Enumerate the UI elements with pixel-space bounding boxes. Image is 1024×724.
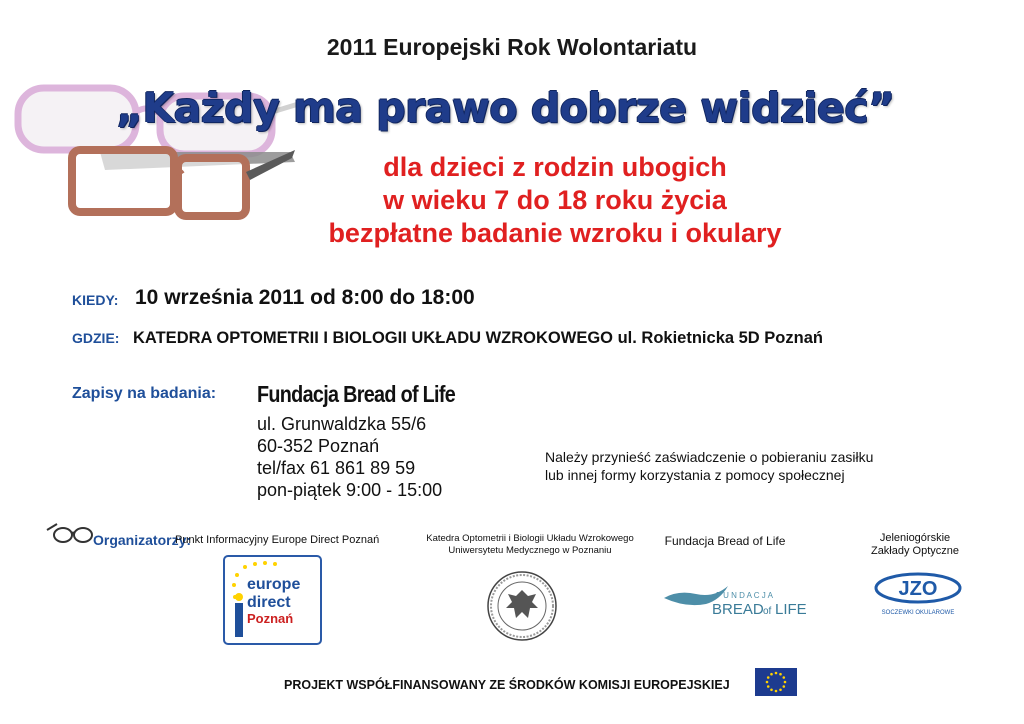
ed-word-direct: direct <box>247 594 291 611</box>
subtitle-line-1: dla dzieci z rodzin ubogich <box>383 152 727 182</box>
eu-star <box>775 672 778 675</box>
jzo-tagline: SOCZEWKI OKULAROWE <box>881 610 955 616</box>
eu-star <box>775 690 778 693</box>
org-jzo-name <box>860 532 970 558</box>
eu-star <box>770 673 773 676</box>
address-street: ul. Grunwaldzka 55/6 <box>257 414 427 434</box>
eu-star <box>766 681 769 684</box>
org-katedra-line-1: Katedra Optometrii i Biologii Układu Wzrokowego <box>426 533 634 544</box>
when-label: KIEDY: <box>72 292 119 308</box>
where-label: GDZIE: <box>72 330 120 346</box>
signup-label: Zapisy na badania: <box>72 385 217 402</box>
eu-star <box>779 673 782 676</box>
address-phone: tel/fax 61 861 89 59 <box>257 458 416 478</box>
small-glasses-icon <box>45 520 95 546</box>
subtitle-line-2: w wieku 7 do 18 roku życia <box>383 185 727 215</box>
eu-star <box>784 681 787 684</box>
organizers-label: Organizatorzy: <box>93 532 192 548</box>
subtitle-line-3: bezpłatne badanie wzroku i okulary <box>328 218 782 248</box>
year-title: 2011 Europejski Rok Wolontariatu <box>326 34 698 60</box>
footer-funding-text: PROJEKT WSPÓŁFINANSOWANY ZE ŚRODKÓW KOMISJI EUROPEJSKIEJ <box>284 678 730 692</box>
org-bread-of-life-name: Fundacja Bread of Life <box>664 534 786 548</box>
university-seal-icon <box>486 570 558 642</box>
address-city: 60-352 Poznań <box>257 436 380 456</box>
bol-word-fundacja: F U N D A C J A <box>716 591 773 600</box>
address-hours: pon-piątek 9:00 - 15:00 <box>257 480 443 500</box>
bol-word-of: of <box>763 606 772 617</box>
org-jzo-line-2: Zakłady Optyczne <box>870 545 960 557</box>
eu-star <box>779 688 782 691</box>
jzo-logo <box>872 570 964 618</box>
org-jzo-line-1: Jeleniogórskie <box>879 532 951 544</box>
eu-flag-icon <box>755 668 797 696</box>
ed-word-city: Poznań <box>247 611 294 626</box>
eu-star <box>782 676 785 679</box>
eu-star <box>767 685 770 688</box>
eu-star <box>770 688 773 691</box>
org-katedra-line-2: Uniwersytetu Medycznego w Poznaniu <box>448 545 612 556</box>
note-line-2: lub innej formy korzystania z pomocy społecznej <box>545 467 845 483</box>
jzo-letters: JZO <box>898 578 938 600</box>
foundation-name: Fundacja Bread of Life <box>257 381 456 407</box>
ed-word-europe: europe <box>247 576 301 593</box>
eu-star <box>767 676 770 679</box>
org-europe-direct-name: Punkt Informacyjny Europe Direct Poznań <box>175 534 380 546</box>
org-katedra-name <box>410 533 650 557</box>
europe-direct-stars-icon <box>225 557 320 643</box>
where-value: KATEDRA OPTOMETRII I BIOLOGII UKŁADU WZROKOWEGO ul. Rokietnicka 5D Poznań <box>133 329 823 347</box>
bol-word-life: LIFE <box>775 601 807 618</box>
note-line-1: Należy przynieść zaświadczenie o pobieraniu zasiłku <box>545 449 874 465</box>
main-title: „Każdy ma prawo dobrze widzieć” <box>116 84 895 132</box>
bread-of-life-logo <box>662 582 807 618</box>
when-value: 10 września 2011 od 8:00 do 18:00 <box>135 286 475 309</box>
europe-direct-logo <box>223 555 322 645</box>
bol-word-bread: BREAD <box>712 601 764 618</box>
eu-star <box>782 685 785 688</box>
